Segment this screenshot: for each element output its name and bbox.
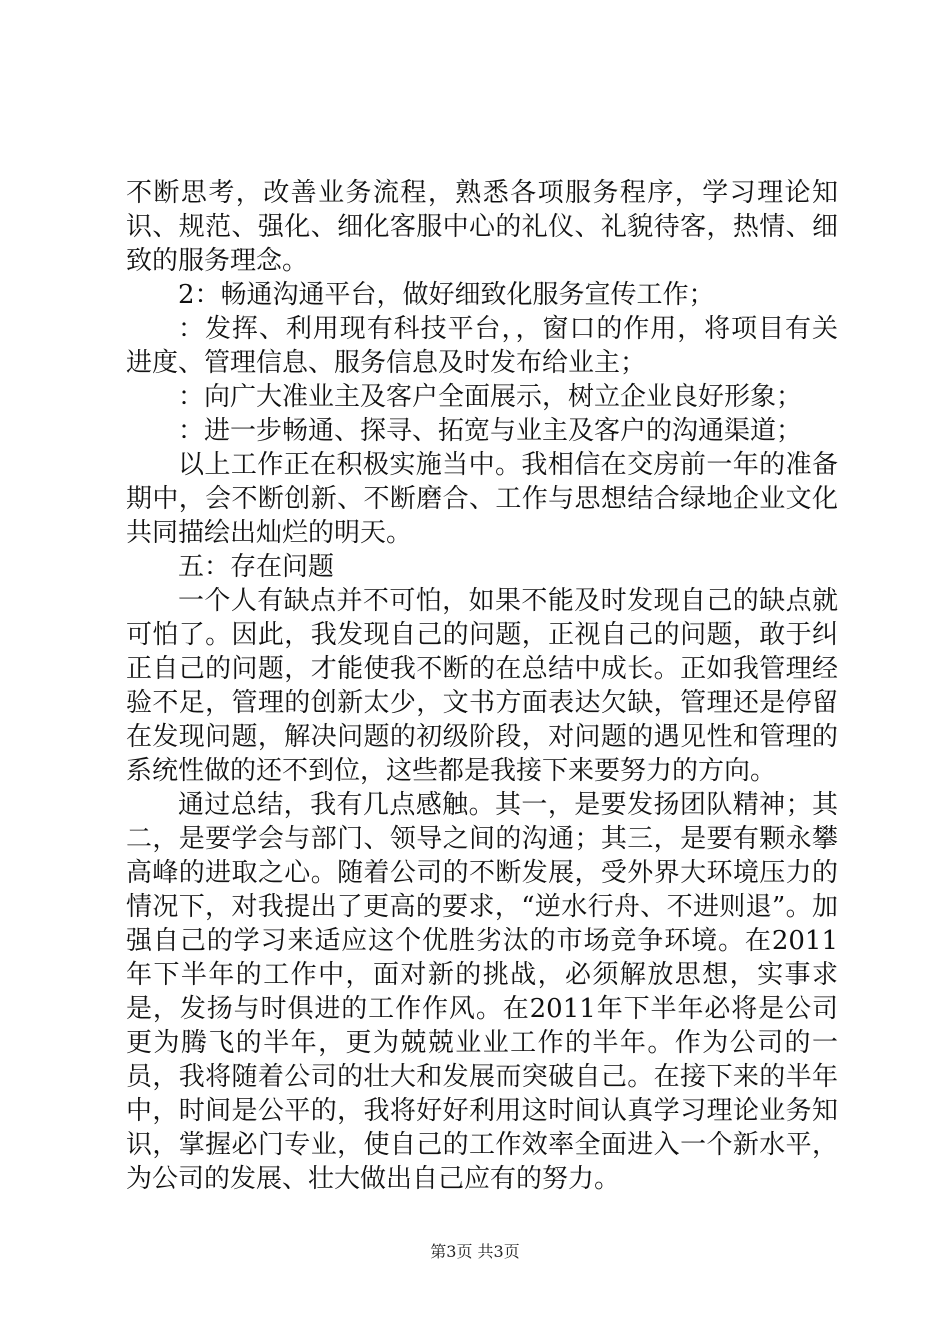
paragraph-communication-channels: ：进一步畅通、探寻、拓宽与业主及客户的沟通渠道； bbox=[178, 416, 803, 446]
section-heading-problems: 五：存在问题 bbox=[178, 552, 335, 582]
paragraph-company-image: ：向广大准业主及客户全面展示，树立企业良好形象； bbox=[178, 382, 803, 412]
paragraph-implementation: 以上工作正在积极实施当中。我相信在交房前一年的准备期中，会不断创新、不断磨合、工作与思想结合绿地企业文化共同描绘出灿烂的明天。 bbox=[126, 450, 838, 548]
paragraph-communication-platform: 2：畅通沟通平台，做好细致化服务宣传工作； bbox=[178, 280, 715, 310]
paragraph-service-concept: 不断思考，改善业务流程，熟悉各项服务程序，学习理论知识、规范、强化、细化客服中心的礼仪、礼貌待客，热情、细致的服务理念。 bbox=[126, 178, 838, 276]
document-body bbox=[126, 176, 838, 1196]
paragraph-conclusion: 通过总结，我有几点感触。其一，是要发扬团队精神；其二，是要学会与部门、领导之间的沟通；其三，是要有颗永攀高峰的进取之心。随着公司的不断发展，受外界大环境压力的情况下，对我提出了更高的要求，“逆水行舟、不进则退”。加强自己的学习来适应这个优胜劣汰的市场竞争环境。在2011年下半年的工作中，面对新的挑战，必须解放思想，实事求是，发扬与时俱进的工作作风。在2011年下半年必将是公司更为腾飞的半年，更为兢兢业业工作的半年。作为公司的一员，我将随着公司的壮大和发展而突破自己。在接下来的半年中，时间是公平的，我将好好利用这时间认真学习理论业务知识，掌握必门专业，使自己的工作效率全面进入一个新水平，为公司的发展、壮大做出自己应有的努力。 bbox=[126, 790, 838, 1194]
page-footer: 第3页 共3页 bbox=[430, 1242, 520, 1261]
paragraph-tech-platform: ：发挥、利用现有科技平台，，窗口的作用，将项目有关进度、管理信息、服务信息及时发布给业主； bbox=[126, 314, 838, 378]
paragraph-problems: 一个人有缺点并不可怕，如果不能及时发现自己的缺点就可怕了。因此，我发现自己的问题，正视自己的问题，敢于纠正自己的问题，才能使我不断的在总结中成长。正如我管理经验不足，管理的创新太少，文书方面表达欠缺，管理还是停留在发现问题，解决问题的初级阶段，对问题的遇见性和管理的系统性做的还不到位，这些都是我接下来要努力的方向。 bbox=[126, 586, 838, 786]
